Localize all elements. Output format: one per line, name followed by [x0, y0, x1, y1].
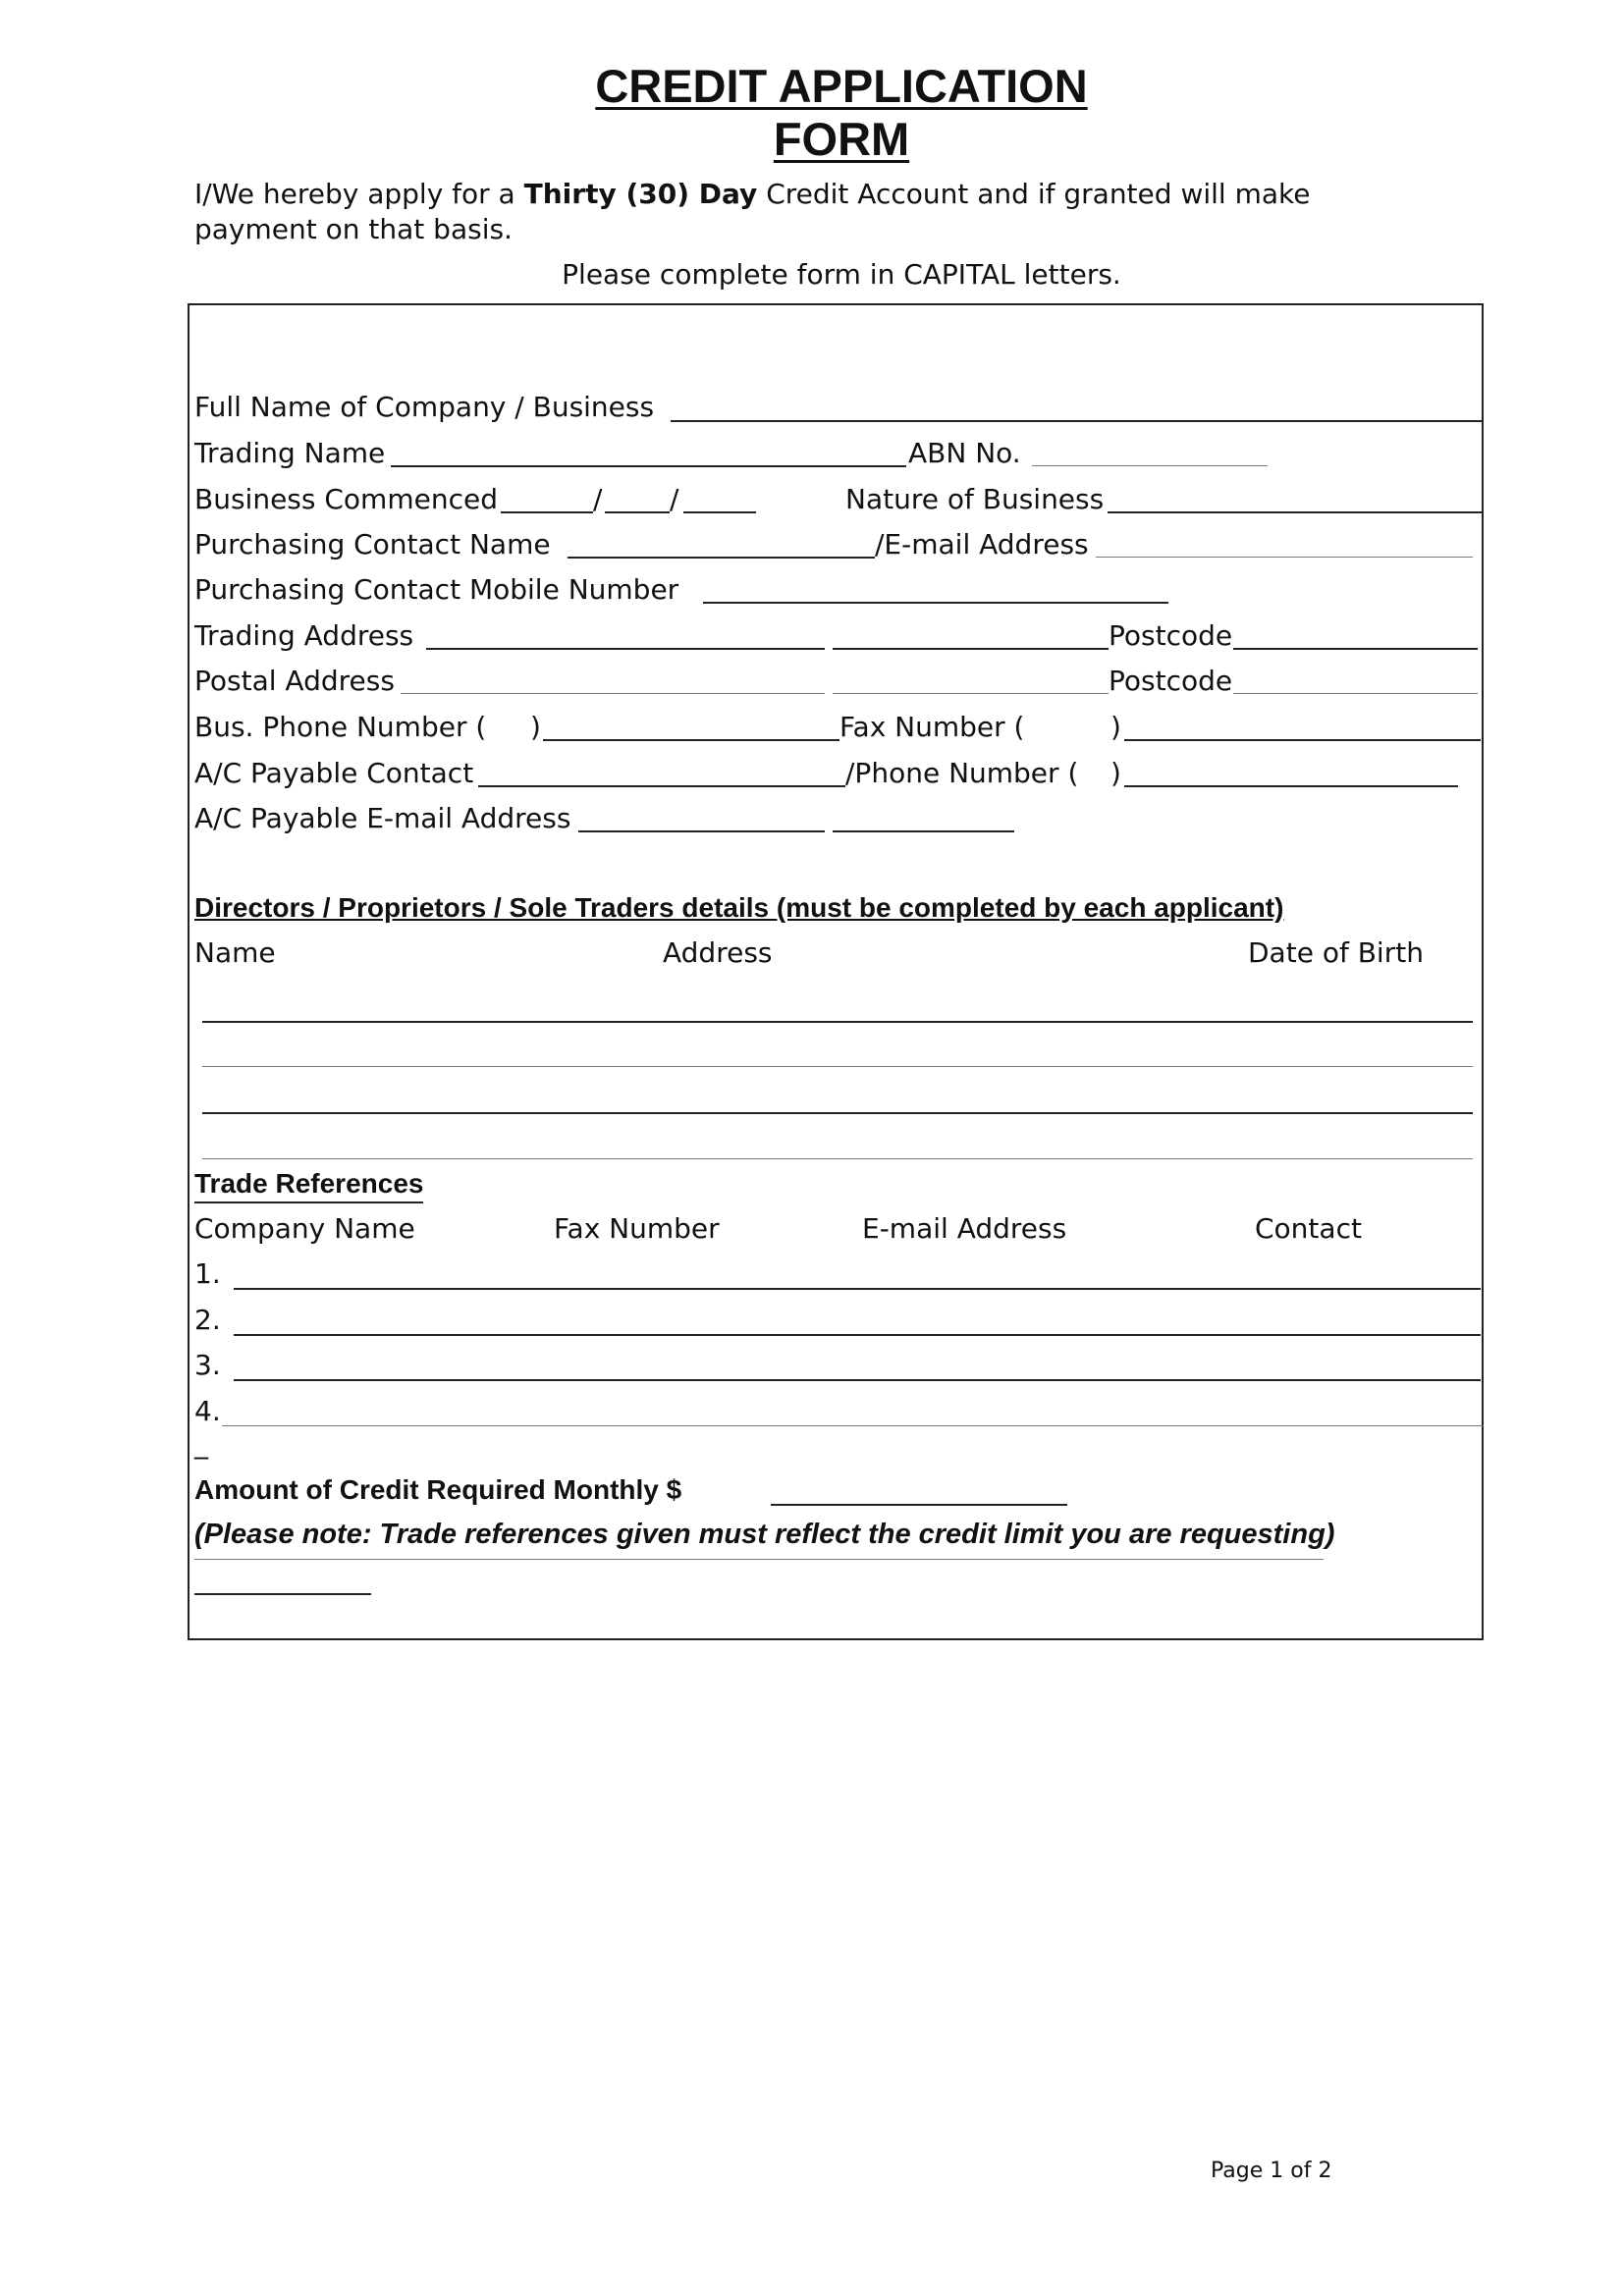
ac-email-label: A/C Payable E-mail Address: [194, 802, 571, 834]
trade-col-company: Company Name: [194, 1212, 415, 1245]
director-line-2[interactable]: [202, 1066, 1473, 1067]
trading-name-label: Trading Name: [194, 437, 386, 469]
trade-ref-line-3[interactable]: [234, 1379, 1481, 1381]
purchasing-email-label: /E-mail Address: [875, 528, 1089, 561]
directors-col-address: Address: [663, 936, 773, 969]
nature-of-business-field[interactable]: [1108, 511, 1482, 513]
trade-ref-number-3: 3.: [194, 1349, 221, 1381]
commenced-year-field[interactable]: [683, 511, 756, 513]
ac-phone-field[interactable]: [1124, 785, 1458, 787]
company-name-label: Full Name of Company / Business: [194, 391, 655, 423]
postal-address-label: Postal Address: [194, 665, 395, 697]
purchasing-email-field[interactable]: [1096, 557, 1473, 558]
credit-amount-label: Amount of Credit Required Monthly $: [194, 1474, 682, 1505]
trading-address-label: Trading Address: [194, 619, 414, 652]
purchasing-contact-field[interactable]: [568, 557, 875, 559]
trade-col-contact: Contact: [1255, 1212, 1362, 1245]
commenced-day-field[interactable]: [501, 511, 593, 513]
trading-address-field-2[interactable]: [833, 648, 1109, 650]
postal-address-field[interactable]: [401, 693, 825, 694]
fax-number-label: Fax Number (: [839, 711, 1025, 743]
trade-col-fax: Fax Number: [554, 1212, 720, 1245]
trading-name-field[interactable]: [391, 465, 906, 467]
ac-phone-label: /Phone Number (: [845, 757, 1079, 789]
postal-postcode-label: Postcode: [1109, 665, 1233, 697]
purchasing-mobile-label: Purchasing Contact Mobile Number: [194, 573, 679, 606]
trade-ref-number-2: 2.: [194, 1304, 221, 1336]
ac-payable-contact-field[interactable]: [478, 785, 845, 787]
credit-amount-field[interactable]: [771, 1504, 1067, 1506]
ac-payable-contact-label: A/C Payable Contact: [194, 757, 474, 789]
ac-phone-close-paren: ): [1110, 757, 1121, 789]
company-name-field[interactable]: [671, 420, 1484, 422]
note-short-rule: [194, 1593, 371, 1595]
date-separator: /: [593, 483, 603, 515]
director-line-3[interactable]: [202, 1112, 1473, 1114]
abn-field[interactable]: [1032, 465, 1268, 466]
trading-postcode-label: Postcode: [1109, 619, 1233, 652]
purchasing-mobile-field[interactable]: [703, 602, 1168, 604]
date-separator: /: [670, 483, 679, 515]
page-number: Page 1 of 2: [1211, 2159, 1332, 2183]
postal-postcode-field[interactable]: [1233, 693, 1478, 694]
purchasing-contact-label: Purchasing Contact Name: [194, 528, 551, 561]
intro-post: Credit Account and if granted will make: [757, 178, 1311, 210]
business-commenced-label: Business Commenced: [194, 483, 498, 515]
form-title: CREDIT APPLICATION: [595, 60, 1088, 112]
trade-ref-line-1[interactable]: [234, 1288, 1481, 1290]
intro-pre: I/We hereby apply for a: [194, 178, 524, 210]
trading-postcode-field[interactable]: [1233, 648, 1478, 650]
bus-phone-field[interactable]: [543, 739, 839, 741]
nature-of-business-label: Nature of Business: [845, 483, 1105, 515]
directors-col-dob: Date of Birth: [1248, 936, 1424, 969]
bus-phone-close-paren: ): [530, 711, 541, 743]
abn-label: ABN No.: [908, 437, 1021, 469]
postal-address-field-2[interactable]: [833, 693, 1109, 694]
bus-phone-label: Bus. Phone Number (: [194, 711, 487, 743]
credit-limit-note: (Please note: Trade references given must reflect the credit limit you are requesting): [194, 1519, 1335, 1550]
fax-close-paren: ): [1110, 711, 1121, 743]
directors-heading: Directors / Proprietors / Sole Traders details (must be completed by each applicant): [194, 892, 1284, 923]
capital-letters-note: Please complete form in CAPITAL letters.: [562, 258, 1121, 291]
intro-text: [194, 177, 1310, 212]
trade-col-email: E-mail Address: [862, 1212, 1067, 1245]
commenced-month-field[interactable]: [605, 511, 670, 513]
trading-address-field[interactable]: [426, 648, 825, 650]
trade-ref-trailing-dash: _: [194, 1427, 208, 1460]
ac-email-field[interactable]: [578, 830, 825, 832]
form-title-line2: FORM: [773, 113, 910, 165]
directors-col-name: Name: [194, 936, 276, 969]
fax-number-field[interactable]: [1124, 739, 1481, 741]
trade-ref-number-4: 4.: [194, 1395, 221, 1427]
director-line-4[interactable]: [202, 1158, 1473, 1159]
trade-ref-line-4[interactable]: [222, 1425, 1484, 1426]
intro-bold-term: Thirty (30) Day: [523, 178, 758, 210]
trade-references-heading: Trade References: [194, 1168, 423, 1203]
trade-ref-line-2[interactable]: [234, 1334, 1481, 1336]
trade-ref-number-1: 1.: [194, 1257, 221, 1290]
note-rule: [194, 1559, 1324, 1560]
intro-text-line2: payment on that basis.: [194, 213, 513, 245]
director-line-1[interactable]: [202, 1021, 1473, 1023]
ac-email-field-2[interactable]: [833, 830, 1014, 832]
